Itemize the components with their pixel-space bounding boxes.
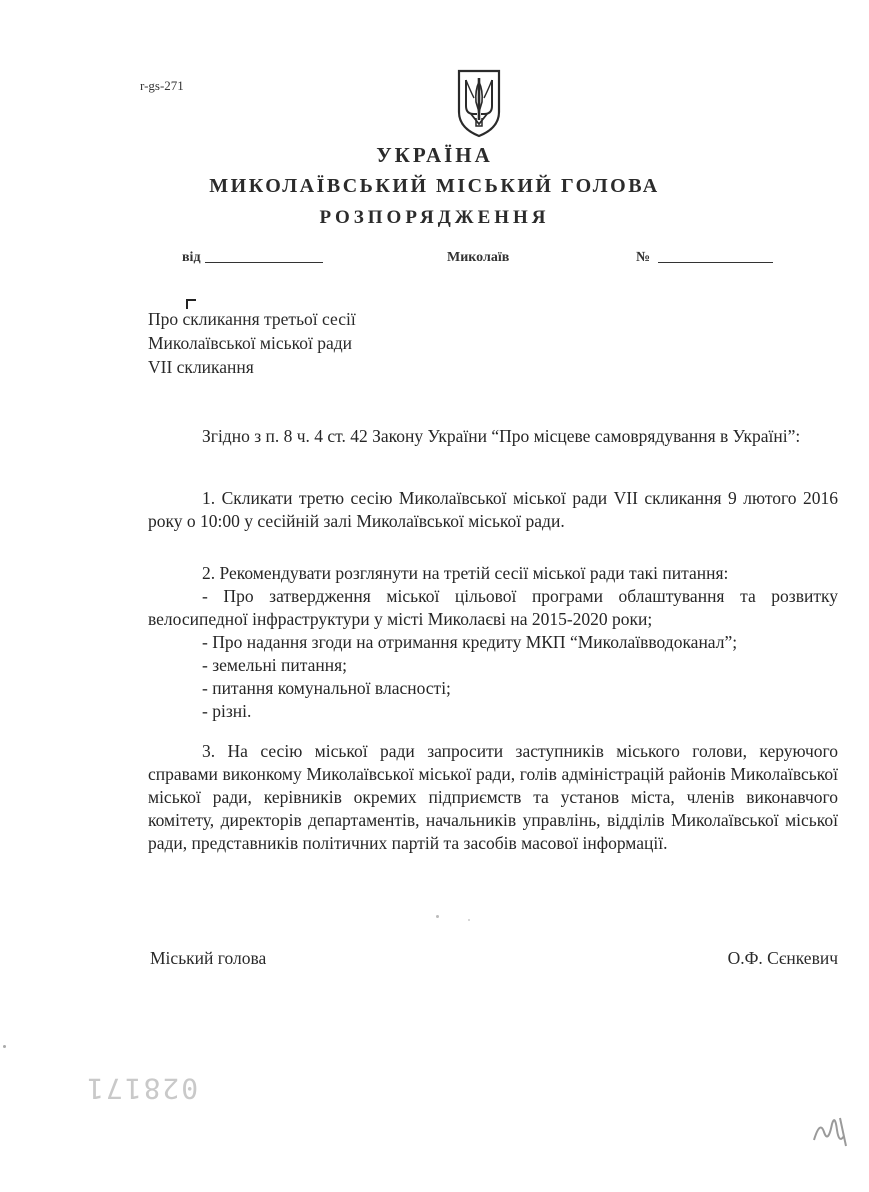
paragraph-3: 3. На сесію міської ради запросити заступників міського голови, керуючого справами виконкому Миколаївської міської ради, голів адміністрацій районів Миколаївської міської ради, керівників окремих підприємств та установ міста, членів виконавчого комітету, директорів департаментів, начальників управлінь, відділів Миколаївської міської ради, представників політичних партій та засобів масової інформації. — [148, 741, 838, 853]
country-heading: УКРАЇНА — [376, 143, 493, 167]
subject-line: Миколаївської міської ради — [148, 333, 353, 353]
city-label: Миколаїв — [447, 250, 510, 265]
list-item: - різні. — [202, 701, 252, 721]
subject-line: VII скликання — [148, 357, 254, 377]
signature-name: О.Ф. Сєнкевич — [727, 948, 838, 968]
paragraph-2-title: 2. Рекомендувати розглянути на третій сесії міської ради такі питання: — [202, 563, 729, 583]
list-item: - Про надання згоди на отримання кредиту МКП “Миколаївводоканал”; — [202, 632, 738, 652]
document-code: r-gs-271 — [140, 78, 184, 93]
scan-speck — [436, 915, 439, 918]
organization-heading: МИКОЛАЇВСЬКИЙ МІСЬКИЙ ГОЛОВА — [209, 175, 660, 197]
signature-title: Міський голова — [150, 948, 267, 968]
list-item: - земельні питання; — [202, 655, 348, 675]
list-item: - Про затвердження міської цільової програми облаштування та розвитку велосипедної інфраструктури у місті Миколаєві на 2015-2020 роки; — [148, 586, 838, 629]
scan-speck — [3, 1045, 6, 1048]
paragraph-1: 1. Скликати третю сесію Миколаївської міської ради VII скликання 9 лютого 2016 року о 10:00 у сесійній залі Миколаївської міської ради. — [148, 488, 838, 531]
document-type-heading: РОЗПОРЯДЖЕННЯ — [319, 207, 550, 228]
date-blank-line — [205, 250, 323, 263]
trident-emblem-icon — [455, 68, 503, 138]
stamp-number: 028171 — [85, 1072, 199, 1105]
paragraph-2 — [148, 562, 838, 723]
intro-paragraph: Згідно з п. 8 ч. 4 ст. 42 Закону України “Про місцеве самоврядування в Україні”: — [202, 426, 801, 446]
number-blank-line — [658, 250, 773, 263]
number-label: № — [636, 250, 651, 265]
subject-line: Про скликання третьої сесії — [148, 309, 356, 329]
date-label: від — [182, 250, 201, 265]
list-item: - питання комунальної власності; — [202, 678, 451, 698]
handwritten-mark-icon — [810, 1110, 854, 1150]
scan-speck — [468, 919, 470, 921]
subject-block — [148, 307, 468, 379]
